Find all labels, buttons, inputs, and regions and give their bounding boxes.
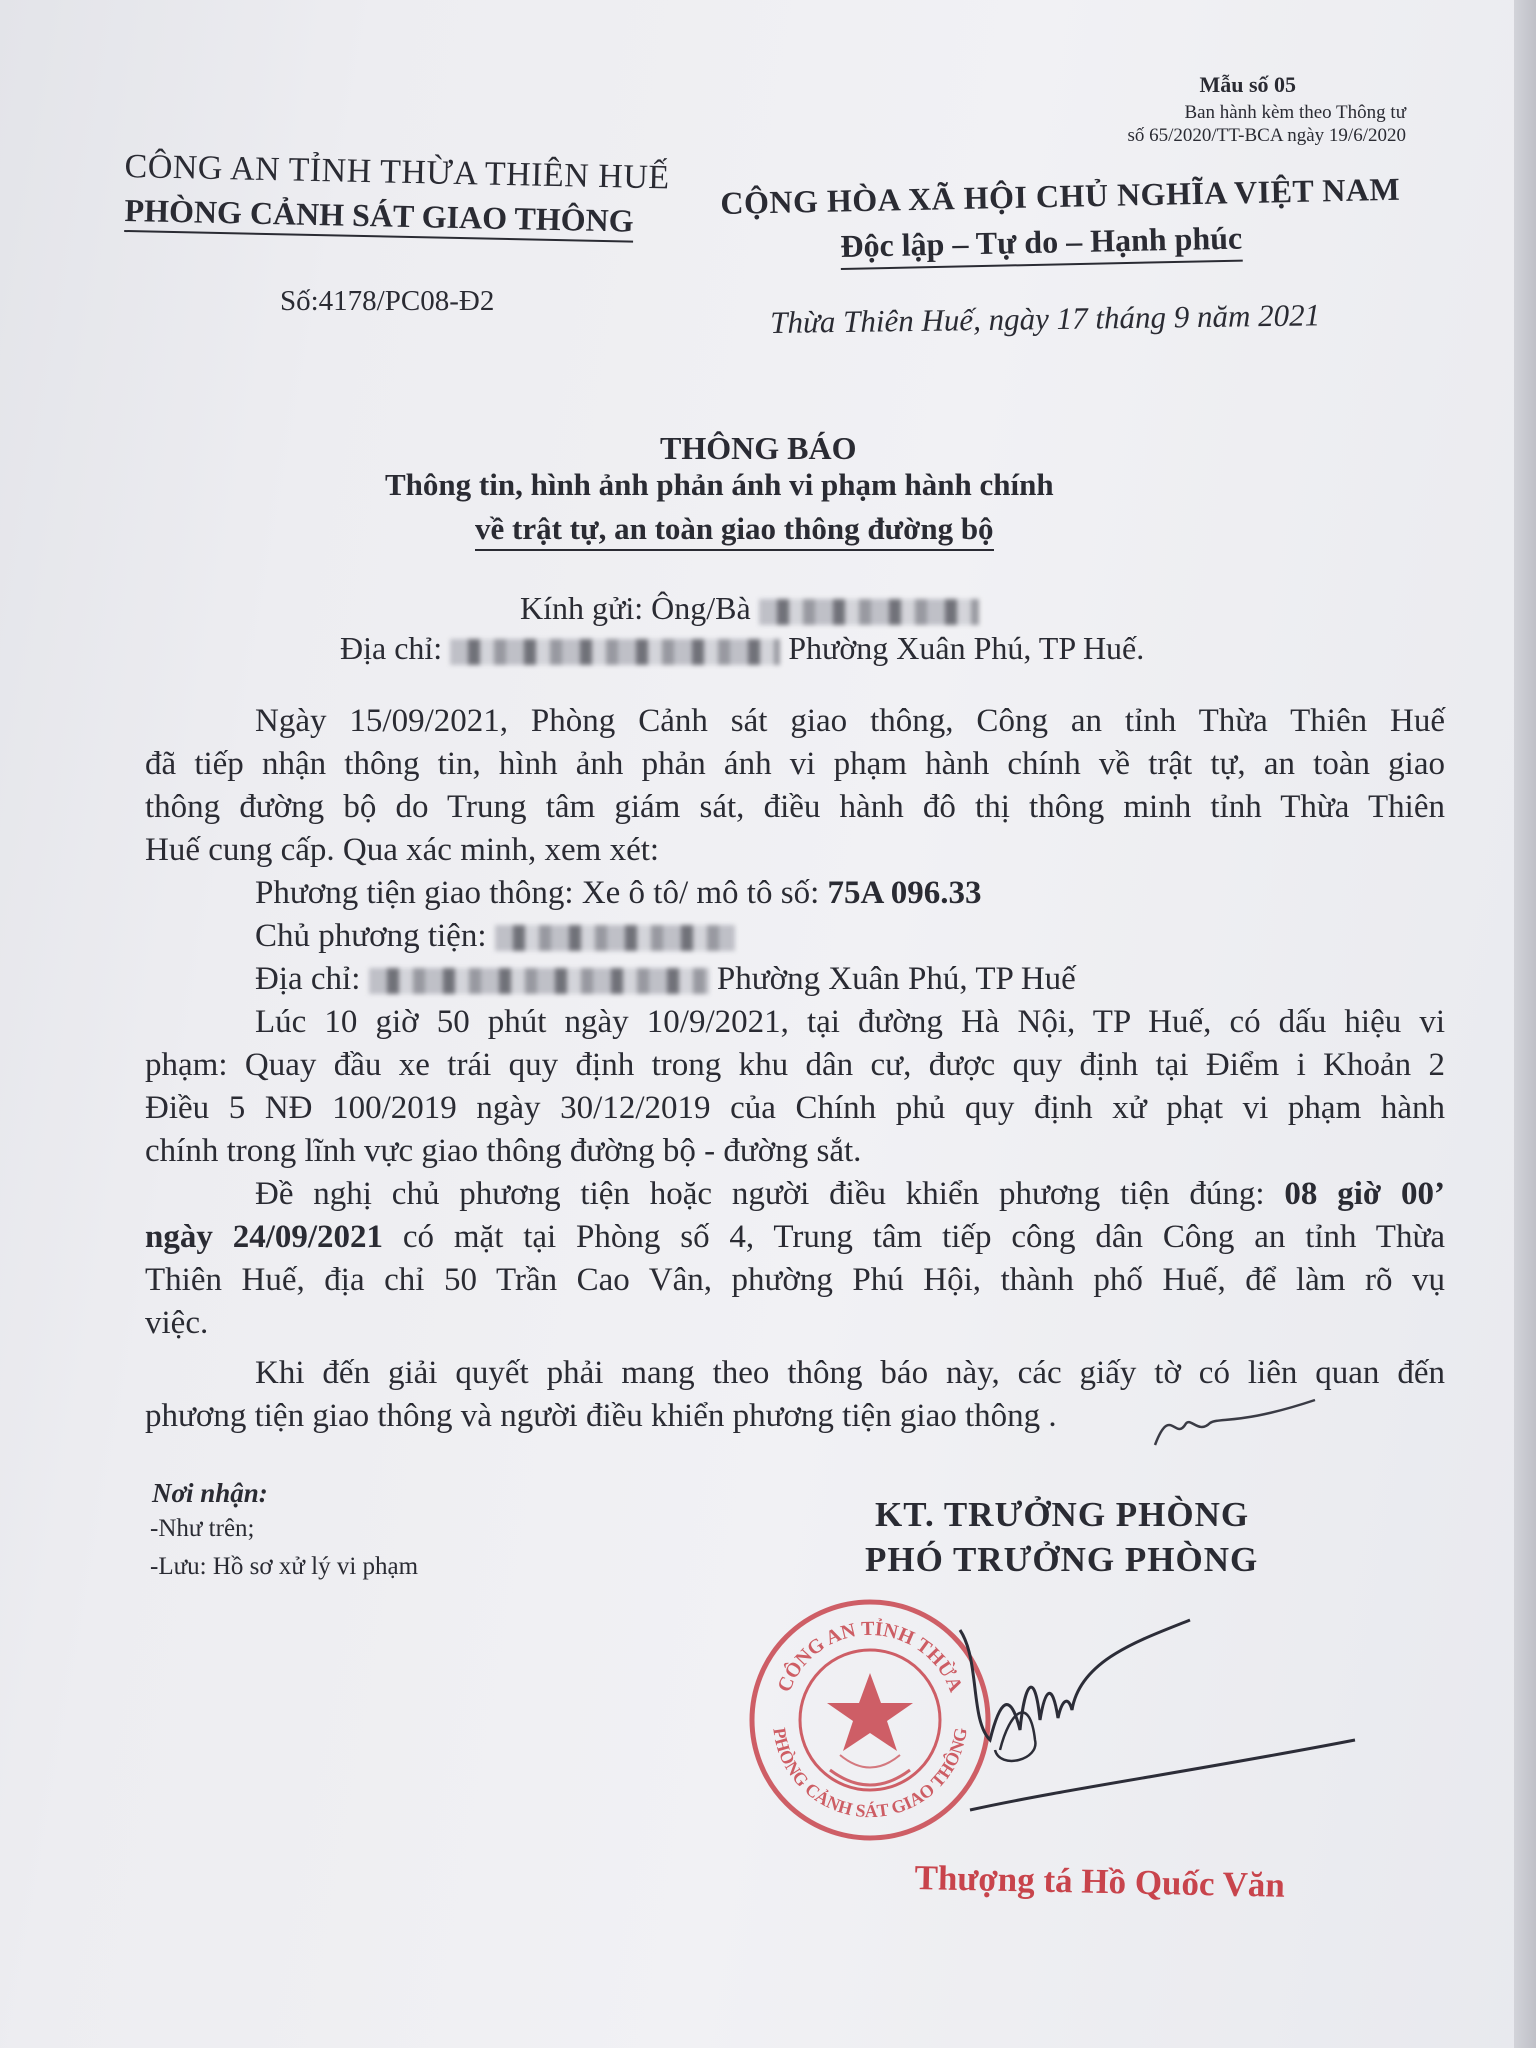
document-subtitle-1: Thông tin, hình ảnh phản ánh vi phạm hành chính	[385, 467, 1054, 502]
addressee-greeting: Kính gửi: Ông/Bà	[520, 590, 979, 627]
handwritten-signature	[940, 1600, 1360, 1820]
stamp-star-icon	[827, 1673, 913, 1751]
stamp-top-text: CÔNG AN TỈNH THỪA	[773, 1617, 967, 1696]
nation-name: CỘNG HÒA XÃ HỘI CHỦ NGHĨA VIỆT NAM	[720, 170, 1401, 221]
appointment-date: ngày 24/09/2021	[145, 1219, 384, 1255]
signer-title-1: KT. TRƯỞNG PHÒNG	[875, 1495, 1250, 1534]
addressee-address: Địa chỉ: Phường Xuân Phú, TP Huế.	[340, 630, 1145, 666]
text-line: Khi đến giải quyết phải mang theo thông báo này, các giấy tờ có liên quan đến	[255, 1355, 1445, 1391]
agency-unit: PHÒNG CẢNH SÁT GIAO THÔNG	[124, 192, 634, 240]
signer-title-2: PHÓ TRƯỞNG PHÒNG	[865, 1540, 1259, 1579]
license-plate: 75A 096.33	[827, 875, 982, 911]
owner-address-line: Địa chỉ: Phường Xuân Phú, TP Huế	[255, 961, 1076, 997]
initials-mark	[1150, 1395, 1320, 1450]
text-line: Điều 5 NĐ 100/2019 ngày 30/12/2019 của Chính phủ quy định xử phạt vi phạm hành	[145, 1090, 1445, 1126]
recipient-item: -Như trên;	[150, 1515, 255, 1542]
form-issued-line-2: số 65/2020/TT-BCA ngày 19/6/2020	[1127, 125, 1406, 146]
nation-motto: Độc lập – Tự do – Hạnh phúc	[840, 220, 1243, 265]
vehicle-info	[145, 872, 1445, 1001]
owner-line: Chủ phương tiện:	[145, 915, 1445, 958]
appointment-time: 08 giờ 00’	[1284, 1176, 1445, 1212]
text-line: phương tiện giao thông và người điều khiển phương tiện giao thông .	[145, 1398, 1057, 1434]
text-line: Thiên Huế, địa chỉ 50 Trần Cao Vân, phường Phú Hội, thành phố Huế, để làm rõ vụ	[145, 1262, 1445, 1298]
text-line: thông đường bộ do Trung tâm giám sát, điều hành đô thị thông minh tỉnh Thừa Thiên	[145, 789, 1445, 825]
redacted-owner-address	[369, 968, 709, 994]
text-line: Lúc 10 giờ 50 phút ngày 10/9/2021, tại đường Hà Nội, TP Huế, có dấu hiệu vi	[255, 1004, 1445, 1040]
text-line: Ngày 15/09/2021, Phòng Cảnh sát giao thông, Công an tỉnh Thừa Thiên Huế	[255, 703, 1445, 739]
agency-parent: CÔNG AN TỈNH THỪA THIÊN HUẾ	[124, 148, 671, 197]
redacted-name	[759, 599, 979, 625]
text-line: chính trong lĩnh vực giao thông đường bộ - đường sắt.	[145, 1133, 862, 1169]
text-line: Đề nghị chủ phương tiện hoặc người điều khiển phương tiện đúng: 08 giờ 00’	[255, 1176, 1445, 1212]
text-line: phạm: Quay đầu xe trái quy định trong khu dân cư, được quy định tại Điểm i Khoản 2	[145, 1047, 1445, 1083]
document-number: Số:4178/PC08-Đ2	[280, 285, 495, 317]
recipients-heading: Nơi nhận:	[152, 1478, 268, 1508]
place-date: Thừa Thiên Huế, ngày 17 tháng 9 năm 2021	[770, 297, 1321, 340]
paragraph-violation	[145, 1001, 1445, 1173]
recipient-item: -Lưu: Hồ sơ xử lý vi phạm	[150, 1553, 419, 1580]
text-line: Huế cung cấp. Qua xác minh, xem xét:	[145, 832, 660, 868]
redacted-address	[450, 639, 780, 665]
paragraph-request	[145, 1173, 1445, 1345]
paragraph-received	[145, 700, 1445, 872]
form-number: Mẫu số 05	[1199, 72, 1296, 97]
text-line: ngày 24/09/2021 có mặt tại Phòng số 4, Trung tâm tiếp công dân Công an tỉnh Thừa	[145, 1219, 1445, 1255]
vehicle-line: Phương tiện giao thông: Xe ô tô/ mô tô số: 75A 096.33	[255, 875, 982, 911]
signer-name: Thượng tá Hồ Quốc Văn	[914, 1858, 1286, 1905]
document-title: THÔNG BÁO	[660, 430, 857, 466]
form-issued-line-1: Ban hành kèm theo Thông tư	[1184, 102, 1406, 123]
document-subtitle-2: về trật tự, an toàn giao thông đường bộ	[475, 511, 994, 547]
stamp-bottom-text: PHÒNG CẢNH SÁT GIAO THÔNG	[769, 1726, 971, 1822]
redacted-owner	[495, 925, 735, 951]
text-line: việc.	[145, 1305, 209, 1341]
paper-edge-shadow	[1514, 0, 1536, 2048]
text-line: đã tiếp nhận thông tin, hình ảnh phản ánh vi phạm hành chính về trật tự, an toàn giao	[145, 746, 1445, 782]
